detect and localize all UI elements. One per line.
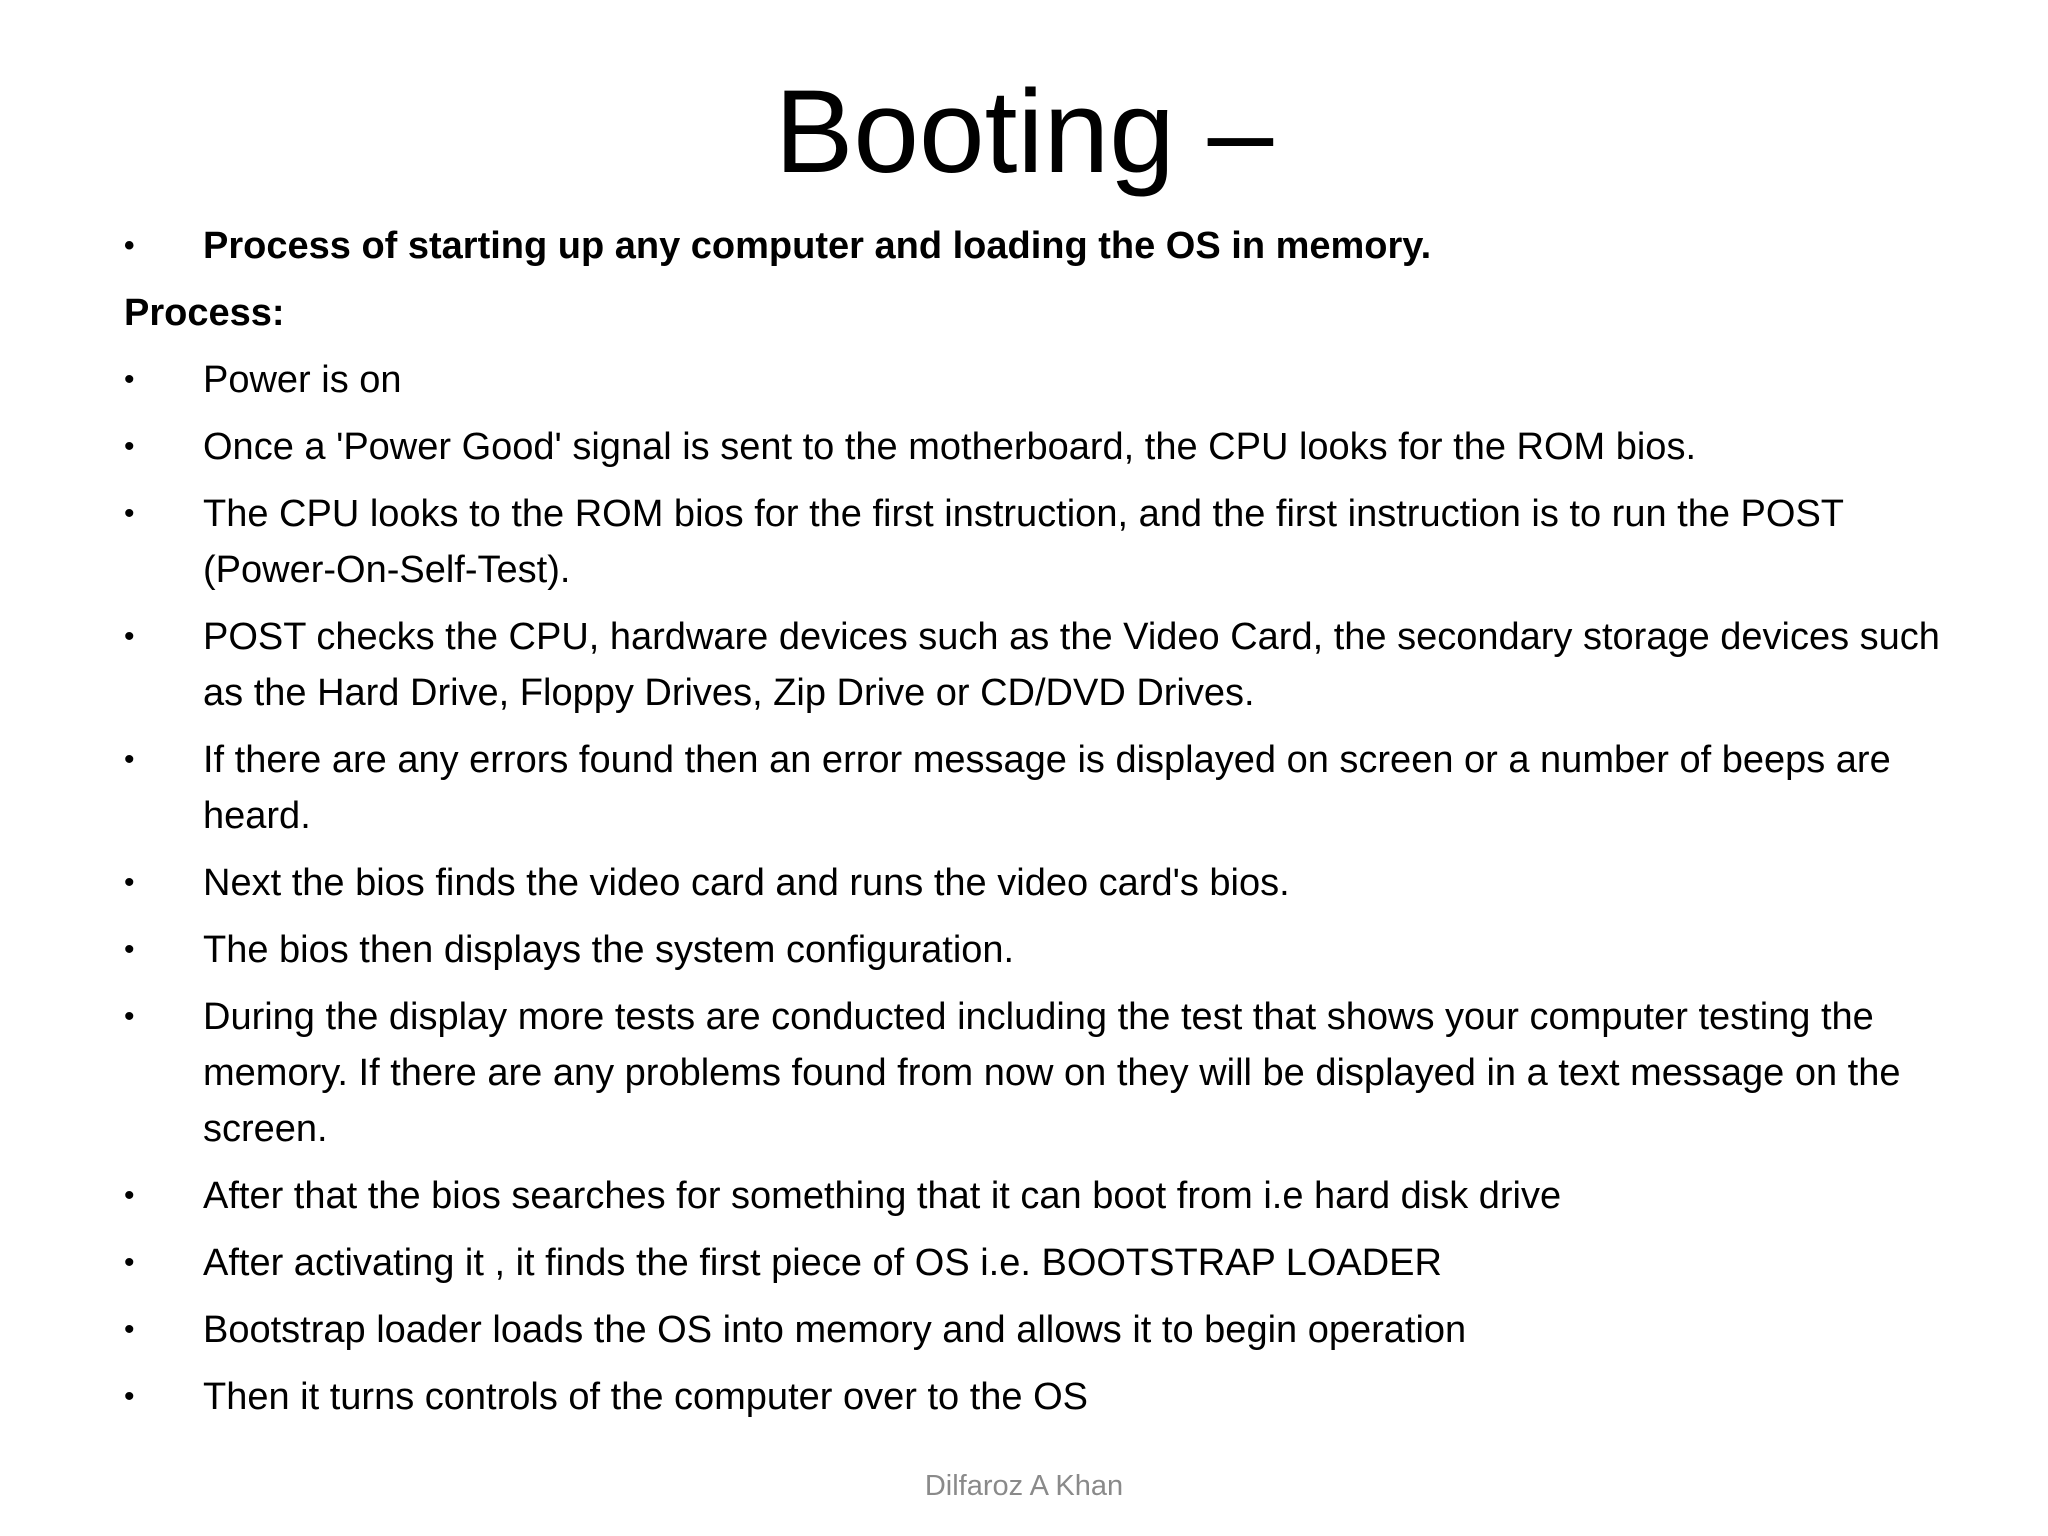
list-item — [124, 419, 1954, 475]
list-item — [124, 1302, 1954, 1358]
list-item — [124, 1168, 1954, 1224]
list-item — [124, 732, 1954, 844]
bullet-icon: • — [124, 1313, 135, 1346]
bullet-icon: • — [124, 430, 135, 463]
bullet-icon: • — [124, 229, 135, 262]
bullet-icon: • — [124, 620, 135, 653]
list-item — [124, 922, 1954, 978]
slide-content — [124, 218, 1954, 1436]
list-item-text: Then it turns controls of the computer over to the OS — [203, 1376, 1088, 1418]
slide-footer-author: Dilfaroz A Khan — [924, 1470, 1124, 1502]
list-item — [124, 1369, 1954, 1425]
list-item-text: The bios then displays the system configuration. — [203, 929, 1015, 971]
bullet-icon: • — [124, 866, 135, 899]
slide-title: Booting – — [774, 66, 1274, 198]
list-item — [124, 609, 1954, 721]
bullet-icon: • — [124, 363, 135, 396]
bullet-icon: • — [124, 1000, 135, 1033]
intro-text: Process of starting up any computer and loading the OS in memory. — [203, 225, 1432, 267]
bullet-icon: • — [124, 1179, 135, 1212]
list-item-text: Once a 'Power Good' signal is sent to the motherboard, the CPU looks for the ROM bios. — [203, 426, 1697, 468]
list-item-text: After activating it , it finds the first piece of OS i.e. BOOTSTRAP LOADER — [203, 1242, 1442, 1284]
bullet-icon: • — [124, 1380, 135, 1413]
intro-bullet — [124, 218, 1954, 274]
bullet-icon: • — [124, 743, 135, 776]
list-item — [124, 1235, 1954, 1291]
list-item-text: Next the bios finds the video card and runs the video card's bios. — [203, 862, 1290, 904]
bullet-icon: • — [124, 497, 135, 530]
bullet-icon: • — [124, 933, 135, 966]
list-item — [124, 352, 1954, 408]
list-item — [124, 855, 1954, 911]
list-item-text: During the display more tests are conducted including the test that shows your computer testing the memory. If there are any problems found from now on they will be displayed in a text message on the screen. — [203, 996, 1901, 1150]
list-item-text: After that the bios searches for something that it can boot from i.e hard disk drive — [203, 1175, 1562, 1217]
list-item — [124, 486, 1954, 598]
list-item-text: Power is on — [203, 359, 402, 401]
list-item-text: If there are any errors found then an error message is displayed on screen or a number of beeps are heard. — [203, 739, 1891, 837]
section-heading: Process: — [124, 292, 285, 334]
list-item-text: Bootstrap loader loads the OS into memory and allows it to begin operation — [203, 1309, 1467, 1351]
bullet-icon: • — [124, 1246, 135, 1279]
list-item-text: The CPU looks to the ROM bios for the first instruction, and the first instruction is to run the POST (Power-On-Self-Test). — [203, 493, 1844, 591]
list-item — [124, 989, 1954, 1157]
list-item-text: POST checks the CPU, hardware devices such as the Video Card, the secondary storage devices such as the Hard Drive, Floppy Drives, Zip Drive or CD/DVD Drives. — [203, 616, 1940, 714]
